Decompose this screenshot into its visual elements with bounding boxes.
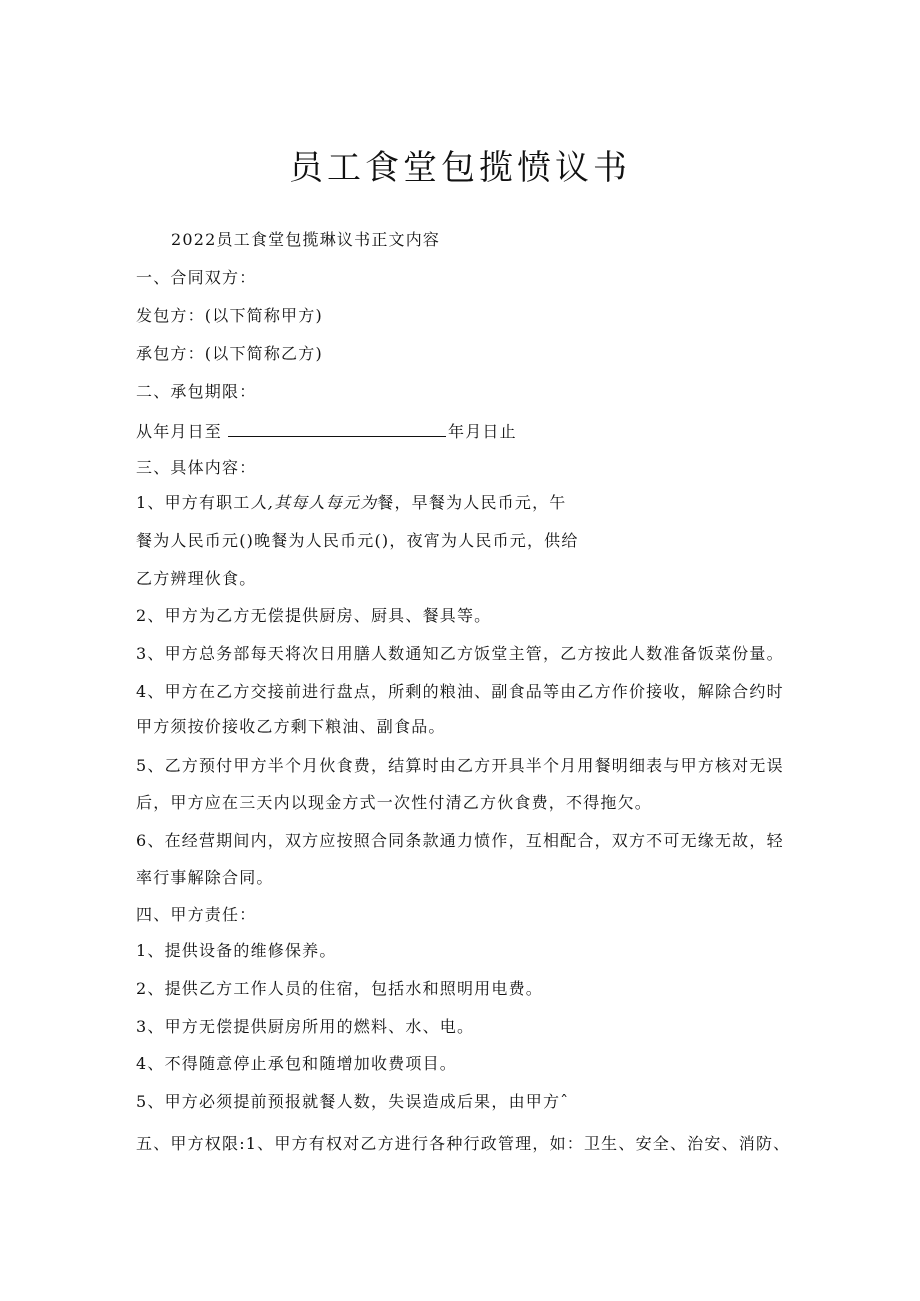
term-line	[136, 421, 517, 443]
paragraph-line: 2、甲方为乙方无偿提供厨房、厨具、餐具等。	[136, 606, 492, 625]
paragraph-line: 1、提供设备的维修保养。	[136, 941, 337, 960]
term-end-text: 年月日止	[448, 422, 517, 441]
paragraph-line: 率行事解除合同。	[136, 868, 274, 887]
section-heading-parties: 一、合同双方：	[136, 268, 257, 287]
paragraph-line: 3、甲方总务部每天将次日用膳人数通知乙方饭堂主管，乙方按此人数准备饭菜份量。	[136, 644, 784, 663]
section-heading-content: 三、具体内容：	[136, 458, 257, 477]
paragraph-line: 五、甲方权限:1、甲方有权对乙方进行各种行政管理，如：卫生、安全、治安、消防、	[136, 1134, 791, 1153]
paragraph-line: 后，甲方应在三天内以现金方式一次性付清乙方伙食费，不得拖欠。	[136, 793, 653, 812]
section-heading-party-a-duties: 四、甲方责任：	[136, 905, 257, 924]
document-title: 员工食堂包揽愤议书	[289, 148, 631, 188]
paragraph-line: 发包方：(以下简称甲方)	[136, 306, 323, 325]
text-run: 餐，早餐为人民币元，午	[377, 493, 567, 512]
text-run-italic: 人,其每人每元为	[250, 493, 378, 512]
paragraph-line: 6、在经营期间内，双方应按照合同条款通力愤作，互相配合，双方不可无缘无故，轻	[136, 831, 784, 850]
paragraph-line: 甲方须按价接收乙方剩下粮油、副食品。	[136, 717, 446, 736]
paragraph-line: 5、乙方预付甲方半个月伙食费，结算时由乙方开具半个月用餐明细表与甲方核对无误	[136, 756, 784, 775]
text-run: 1、甲方有职工	[136, 493, 251, 512]
paragraph-line: 5、甲方必须提前预报就餐人数，失误造成后果，由甲方ˆ	[136, 1092, 570, 1111]
document-subtitle: 2022员工食堂包揽琳议书正文内容	[171, 230, 441, 249]
paragraph-line	[136, 492, 566, 514]
paragraph-line: 餐为人民币元()晚餐为人民币元()，夜宵为人民币元，供给	[136, 531, 579, 550]
paragraph-line: 3、甲方无偿提供厨房所用的燃料、水、电。	[136, 1017, 475, 1036]
paragraph-line: 4、甲方在乙方交接前进行盘点，所剩的粮油、副食品等由乙方作价接收，解除合约时	[136, 682, 784, 701]
section-heading-term: 二、承包期限：	[136, 382, 257, 401]
paragraph-line: 乙方辨理伙食。	[136, 569, 257, 588]
paragraph-line: 承包方：(以下简称乙方)	[136, 344, 323, 363]
blank-fill-line	[228, 422, 446, 437]
paragraph-line: 4、不得随意停止承包和随增加收费项目。	[136, 1054, 457, 1073]
term-start-text: 从年月日至	[136, 422, 223, 441]
paragraph-line: 2、提供乙方工作人员的住宿，包括水和照明用电费。	[136, 979, 543, 998]
